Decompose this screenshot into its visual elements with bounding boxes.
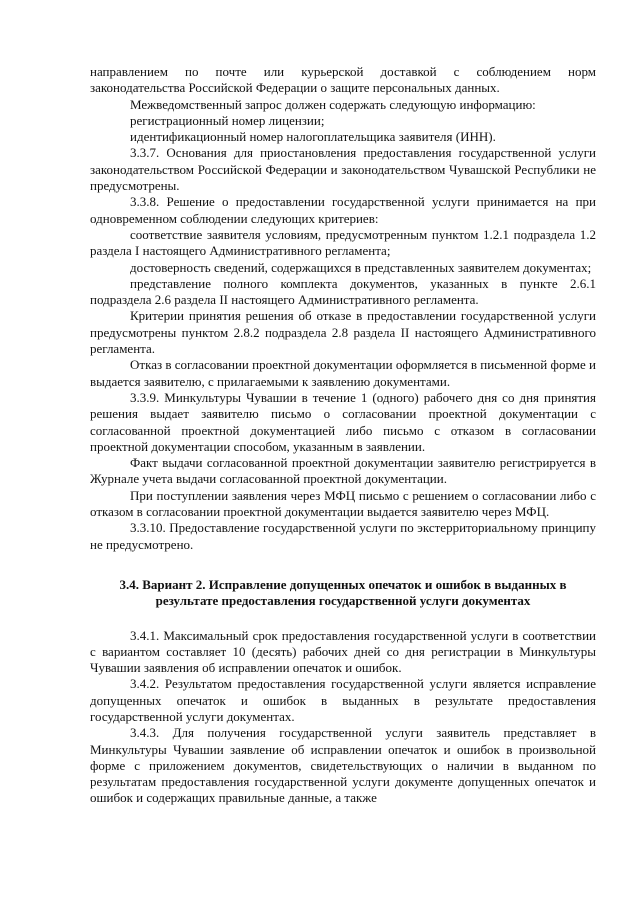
- text-line: законодательства Российской Федерации о защите персональных данных.: [90, 80, 500, 96]
- paragraph: 3.3.9. Минкультуры Чувашии в течение 1 (одного) рабочего дня со дня принятия решения выдает заявителю письмо о согласовании проектной документации с согласованной проектной документацией либо письмо с отказом в согласовании проектной документации способом, указанным в заявлении.: [90, 389, 596, 454]
- paragraph: соответствие заявителя условиям, предусмотренным пунктом 1.2.1 подраздела 1.2 раздела I настоящего Административного регламента;: [90, 226, 596, 259]
- paragraph: достоверность сведений, содержащихся в представленных заявителем документах;: [130, 259, 592, 275]
- paragraph: При поступлении заявления через МФЦ письмо с решением о согласовании либо с отказом в согласовании проектной документации выдается заявителю через МФЦ.: [90, 487, 596, 520]
- paragraph: Межведомственный запрос должен содержать следующую информацию:: [130, 96, 536, 112]
- paragraph: регистрационный номер лицензии;: [130, 112, 325, 128]
- paragraph: 3.4.1. Максимальный срок предоставления государственной услуги в соответствии с вариантом составляет 10 (десять) рабочих дней со дня регистрации в Минкультуры Чувашии заявления об исправлении опечаток и ошибок.: [90, 627, 596, 676]
- paragraph: [90, 64, 596, 97]
- text-line: направлением по почте или курьерской доставкой с соблюдением норм: [90, 64, 596, 79]
- paragraph: идентификационный номер налогоплательщика заявителя (ИНН).: [130, 129, 496, 145]
- paragraph: 3.3.8. Решение о предоставлении государственной услуги принимается на при одновременном соблюдении следующих критериев:: [90, 194, 596, 226]
- paragraph: Критерии принятия решения об отказе в предоставлении государственной услуги предусмотрены пунктом 2.8.2 подраздела 2.8 раздела II настоящего Административного регламента.: [90, 308, 596, 357]
- paragraph: Факт выдачи согласованной проектной документации заявителю регистрируется в Журнале учета выдачи согласованной проектной документации.: [90, 455, 596, 487]
- paragraph: 3.3.10. Предоставление государственной услуги по экстерриториальному принципу не предусмотрено.: [90, 520, 596, 552]
- paragraph: представление полного комплекта документов, указанных в пункте 2.6.1 подраздела 2.6 раздела II настоящего Административного регламента.: [90, 275, 596, 308]
- paragraph: 3.3.7. Основания для приостановления предоставления государственной услуги законодательством Российской Федерации и законодательством Чувашской Республики не предусмотрены.: [90, 145, 596, 194]
- paragraph: 3.4.3. Для получения государственной услуги заявитель представляет в Минкультуры Чувашии заявление об исправлении опечаток и ошибок в произвольной форме с приложением документов, свидетельствующих о наличии в выданном по результатам предоставления государственной услуги документе допущенных опечаток и ошибок и содержащих правильные данные, а также: [90, 725, 596, 806]
- paragraph: 3.4.2. Результатом предоставления государственной услуги является исправление допущенных опечаток и ошибок в выданных в результате предоставления государственной услуги документах.: [90, 676, 596, 724]
- paragraph: Отказ в согласовании проектной документации оформляется в письменной форме и выдается заявителю, с прилагаемыми к заявлению документами.: [90, 357, 596, 389]
- document-page: [90, 64, 596, 807]
- section-heading: 3.4. Вариант 2. Исправление допущенных опечаток и ошибок в выданных в результате предоставления государственной услуги документах: [119, 576, 567, 609]
